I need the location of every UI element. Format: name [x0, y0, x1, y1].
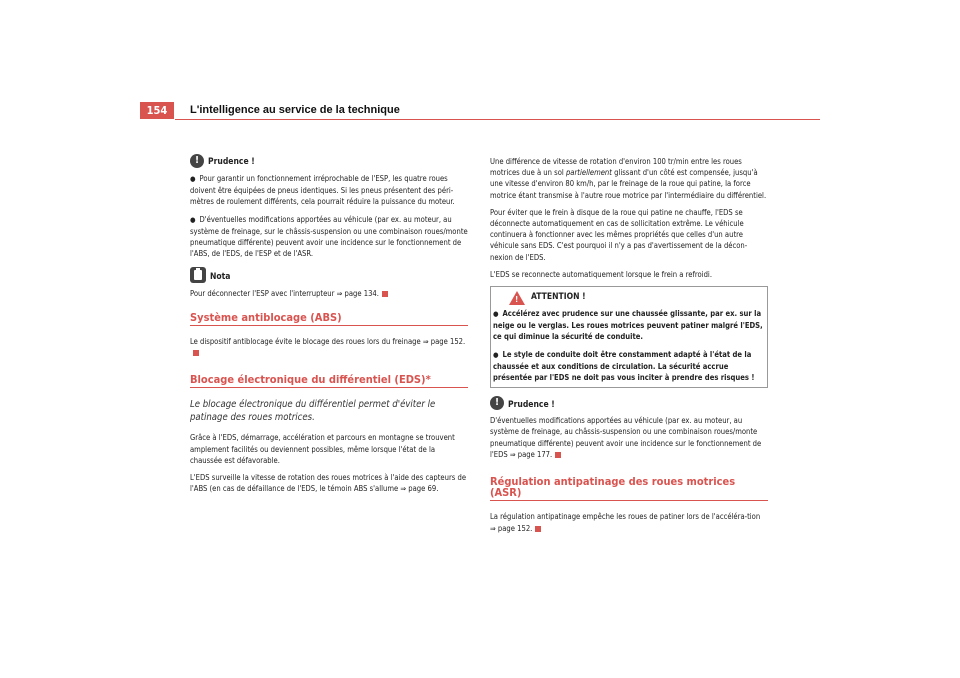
exclamation-icon: ! — [190, 154, 204, 168]
prudence-text-2: D'éventuelles modifications apportées au véhicule (par ex. au moteur, au système de freinage, au châssis-suspension ou une combinaison roues/monte pneumatique différente) peuvent avoir une incidence sur le fonctionnement de l'EDS ⇒ page 177. — [490, 416, 762, 459]
eds-subtitle: Le blocage électronique du différentiel permet d'éviter le patinage des roues motrices. — [190, 399, 436, 424]
attention-heading — [509, 291, 763, 305]
section-title-eds: Blocage électronique du différentiel (EDS)* — [190, 374, 468, 388]
attention-title: ATTENTION ! — [531, 292, 586, 303]
end-mark-icon — [555, 452, 561, 458]
end-mark-icon — [193, 350, 199, 356]
prudence-bullet-2: ● D'éventuelles modifications apportées au véhicule (par ex. au moteur, au système de freinage, sur le châssis-suspension ou une combinaison roues/monte pneumatique différente) peuvent avoir une incidence sur le fonctionnement de l'ABS, de l'EDS, de l'ESP et de l'ASR. — [190, 214, 468, 260]
end-mark-icon — [535, 526, 541, 532]
section-title-asr: Régulation antipatinage des roues motrices (ASR) — [490, 476, 768, 501]
nota-text: Pour déconnecter l'ESP avec l'interrupteur ⇒ page 134. — [190, 288, 468, 299]
prudence-title: Prudence ! — [208, 157, 255, 168]
exclamation-icon: ! — [490, 396, 504, 410]
attention-bullet-1: ● Accélérez avec prudence sur une chaussée glissante, par ex. sur la neige ou le verglas. Les roues motrices peuvent patiner malgré l'EDS, ce qui diminue la sécurité de conduite. — [493, 308, 763, 343]
prudence-heading-2 — [490, 398, 768, 412]
eds-paragraph-2: L'EDS surveille la vitesse de rotation des roues motrices à l'aide des capteurs de l'ABS (en cas de défaillance de l'EDS, le témoin ABS s'allume ⇒ page 69. — [190, 473, 467, 494]
end-mark-icon — [382, 291, 388, 297]
eds-paragraph-1: Grâce à l'EDS, démarrage, accélération et parcours en montagne se trouvent amplement facilités ou deviennent possibles, même lorsque l'état de la chaussée est défavorable. — [190, 433, 455, 465]
eds-paragraph-4: Pour éviter que le frein à disque de la roue qui patine ne chauffe, l'EDS se déconnecte automatiquement en cas de sollicitation extrême. Le véhicule continuera à fonctionner avec les mêmes propriétés que celles d'un autre véhicule sans EDS. C'est pourquoi il n'y a pas d'avertissement de la décon-nexion de l'EDS. — [490, 207, 748, 262]
right-column — [490, 156, 768, 540]
asr-text: La régulation antipatinage empêche les roues de patiner lors de l'accéléra-tion ⇒ page 152. — [490, 512, 761, 533]
attention-bullet-2: ● Le style de conduite doit être constamment adapté à l'état de la chaussée et aux conditions de circulation. La sécurité accrue présentée par l'EDS ne doit pas vous inciter à prendre des risques ! — [493, 349, 763, 384]
left-column — [190, 156, 468, 500]
prudence-heading — [190, 156, 468, 170]
nota-title: Nota — [210, 271, 231, 282]
prudence-title-2: Prudence ! — [508, 399, 555, 410]
page-header-title: L'intelligence au service de la technique — [190, 104, 400, 116]
nota-heading — [190, 269, 468, 285]
abs-text: Le dispositif antiblocage évite le blocage des roues lors du freinage ⇒ page 152. — [190, 336, 468, 358]
section-title-abs: Système antiblocage (ABS) — [190, 312, 468, 326]
page-number: 154 — [140, 102, 174, 119]
note-icon — [190, 267, 206, 283]
header-rule — [175, 119, 820, 120]
prudence-bullet-1: ● Pour garantir un fonctionnement irréprochable de l'ESP, les quatre roues doivent être équipées de pneus identiques. Si les pneus présentent des péri-mètres de roulement différents, cela pourrait réduire la puissance du moteur. — [190, 173, 468, 208]
eds-paragraph-3: Une différence de vitesse de rotation d'environ 100 tr/min entre les roues motrices due à un sol partiellement glissant d'un côté est compensée, jusqu'à une vitesse d'environ 80 km/h, par le freinage de la roue qui patine, la force motrice étant transmise à l'autre roue motrice par l'intermédiaire du différentiel. — [490, 157, 767, 200]
eds-paragraph-5: L'EDS se reconnecte automatiquement lorsque le frein a refroidi. — [490, 269, 712, 279]
warning-triangle-icon: ! — [509, 291, 525, 305]
attention-box — [490, 286, 768, 388]
